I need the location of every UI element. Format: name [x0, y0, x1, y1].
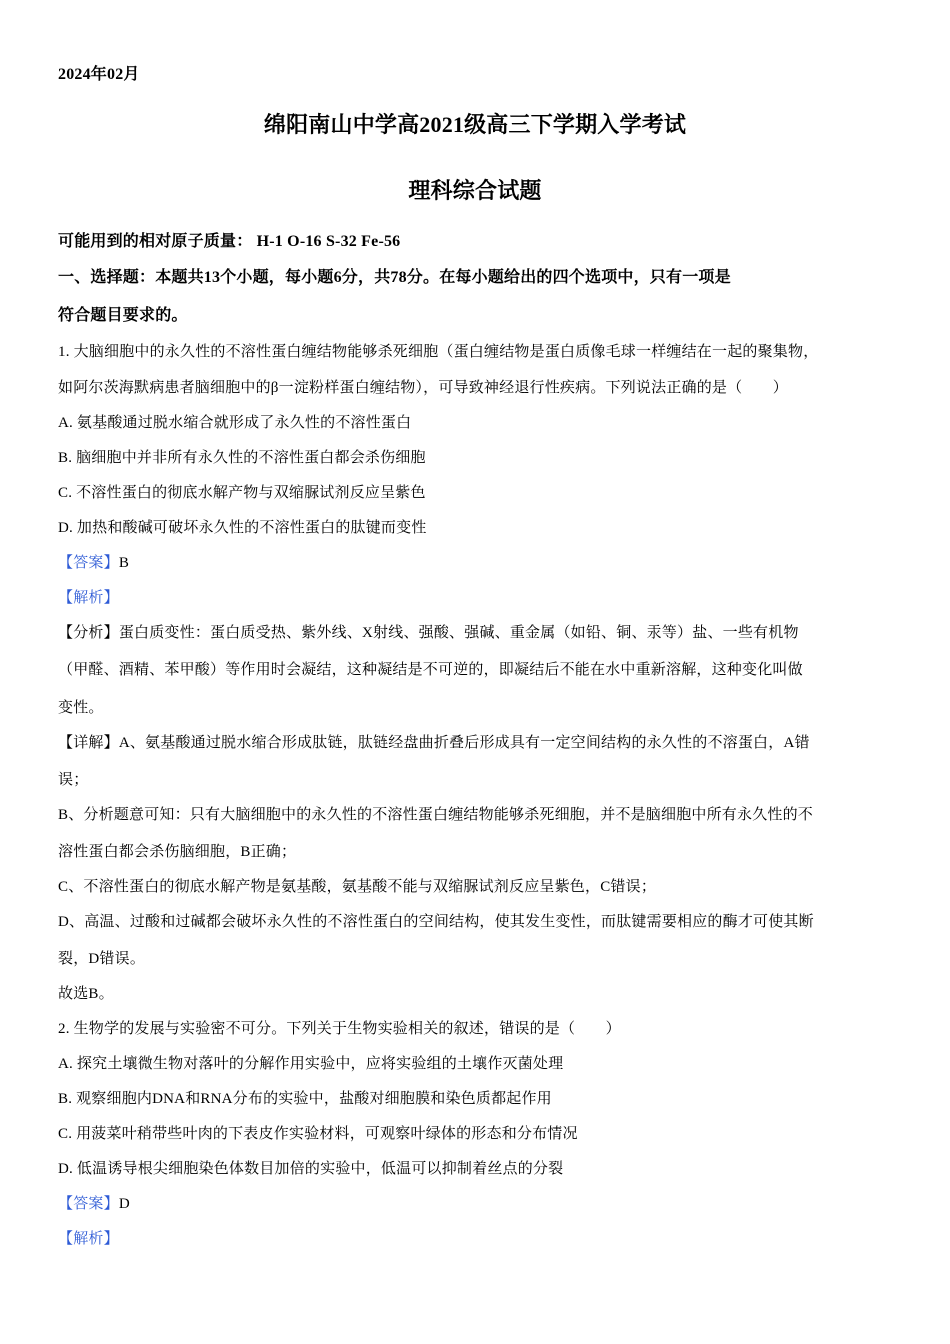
exam-title: 绵阳南山中学高2021级高三下学期入学考试 — [263, 112, 687, 137]
q2-option-a: A. 探究土壤微生物对落叶的分解作用实验中，应将实验组的土壤作灭菌处理 — [58, 1056, 564, 1072]
q1-xiangjie-a-line1 — [58, 732, 810, 754]
q2-answer-tag: 【答案】 — [58, 1196, 119, 1212]
q1-xiangjie-d-line2: 裂，D错误。 — [58, 951, 146, 967]
q2-option-c: C. 用菠菜叶稍带些叶肉的下表皮作实验材料，可观察叶绿体的形态和分布情况 — [58, 1126, 578, 1142]
q1-xiangjie-tag: 【详解】 — [58, 735, 119, 751]
q1-xiangjie-a-line2: 误； — [58, 772, 89, 788]
q1-xiangjie-a-text1: A、氨基酸通过脱水缩合形成肽链，肽链经盘曲折叠后形成具有一定空间结构的永久性的不溶蛋白，A错 — [118, 735, 810, 751]
q2-answer-value: D — [118, 1196, 130, 1212]
q1-answer — [58, 552, 129, 574]
q1-option-b: B. 脑细胞中并非所有永久性的不溶性蛋白都会杀伤细胞 — [58, 450, 426, 466]
section-instructions-line2: 符合题目要求的。 — [58, 307, 188, 324]
atomic-mass-note: 可能用到的相对原子质量： H-1 O-16 S-32 Fe-56 — [58, 233, 401, 250]
q2-analysis-tag: 【解析】 — [58, 1231, 119, 1247]
q1-fenxi-tag: 【分析】 — [58, 625, 119, 641]
q2-option-d: D. 低温诱导根尖细胞染色体数目加倍的实验中，低温可以抑制着丝点的分裂 — [58, 1161, 564, 1177]
q1-fenxi-line3: 变性。 — [58, 700, 104, 716]
q1-xiangjie-b-line1: B、分析题意可知：只有大脑细胞中的永久性的不溶性蛋白缠结物能够杀死细胞，并不是脑细胞中所有永久性的不 — [58, 807, 814, 823]
q1-xiangjie-b-line2: 溶性蛋白都会杀伤脑细胞，B正确； — [58, 844, 297, 860]
q1-answer-value: B — [118, 555, 130, 571]
q1-option-c: C. 不溶性蛋白的彻底水解产物与双缩脲试剂反应呈紫色 — [58, 485, 426, 501]
q1-stem-line2: 如阿尔茨海默病患者脑细胞中的β一淀粉样蛋白缠结物），可导致神经退行性疾病。下列说法正确的是（ ） — [58, 380, 788, 396]
exam-subtitle: 理科综合试题 — [408, 178, 542, 203]
q1-option-a: A. 氨基酸通过脱水缩合就形成了永久性的不溶性蛋白 — [58, 415, 412, 431]
section-instructions-line1: 一、选择题：本题共13个小题，每小题6分，共78分。在每小题给出的四个选项中，只有一项是 — [58, 269, 731, 286]
q1-xiangjie-d-line1: D、高温、过酸和过碱都会破坏永久性的不溶性蛋白的空间结构，使其发生变性，而肽键需要相应的酶才可使其断 — [58, 914, 814, 930]
q1-option-d: D. 加热和酸碱可破坏永久性的不溶性蛋白的肽键而变性 — [58, 520, 427, 536]
q1-stem-line1: 1. 大脑细胞中的永久性的不溶性蛋白缠结物能够杀死细胞（蛋白缠结物是蛋白质像毛球一样缠结在一起的聚集物， — [58, 344, 819, 360]
q2-stem: 2. 生物学的发展与实验密不可分。下列关于生物实验相关的叙述，错误的是（ ） — [58, 1021, 621, 1037]
q1-analysis-tag: 【解析】 — [58, 590, 119, 606]
q2-option-b: B. 观察细胞内DNA和RNA分布的实验中，盐酸对细胞膜和染色质都起作用 — [58, 1091, 552, 1107]
q2-answer — [58, 1193, 130, 1215]
q1-conclusion: 故选B。 — [58, 986, 114, 1002]
exam-date: 2024年02月 — [58, 66, 140, 83]
q1-fenxi-line1 — [58, 622, 799, 644]
q1-answer-tag: 【答案】 — [58, 555, 119, 571]
q1-fenxi-line2: （甲醛、酒精、苯甲酸）等作用时会凝结，这种凝结是不可逆的，即凝结后不能在水中重新溶解，这种变化叫做 — [58, 662, 803, 678]
q1-xiangjie-c: C、不溶性蛋白的彻底水解产物是氨基酸，氨基酸不能与双缩脲试剂反应呈紫色，C错误； — [58, 879, 657, 895]
q1-fenxi-text1: 蛋白质变性：蛋白质受热、紫外线、X射线、强酸、强碱、重金属（如铅、铜、汞等）盐、一些有机物 — [118, 625, 799, 641]
